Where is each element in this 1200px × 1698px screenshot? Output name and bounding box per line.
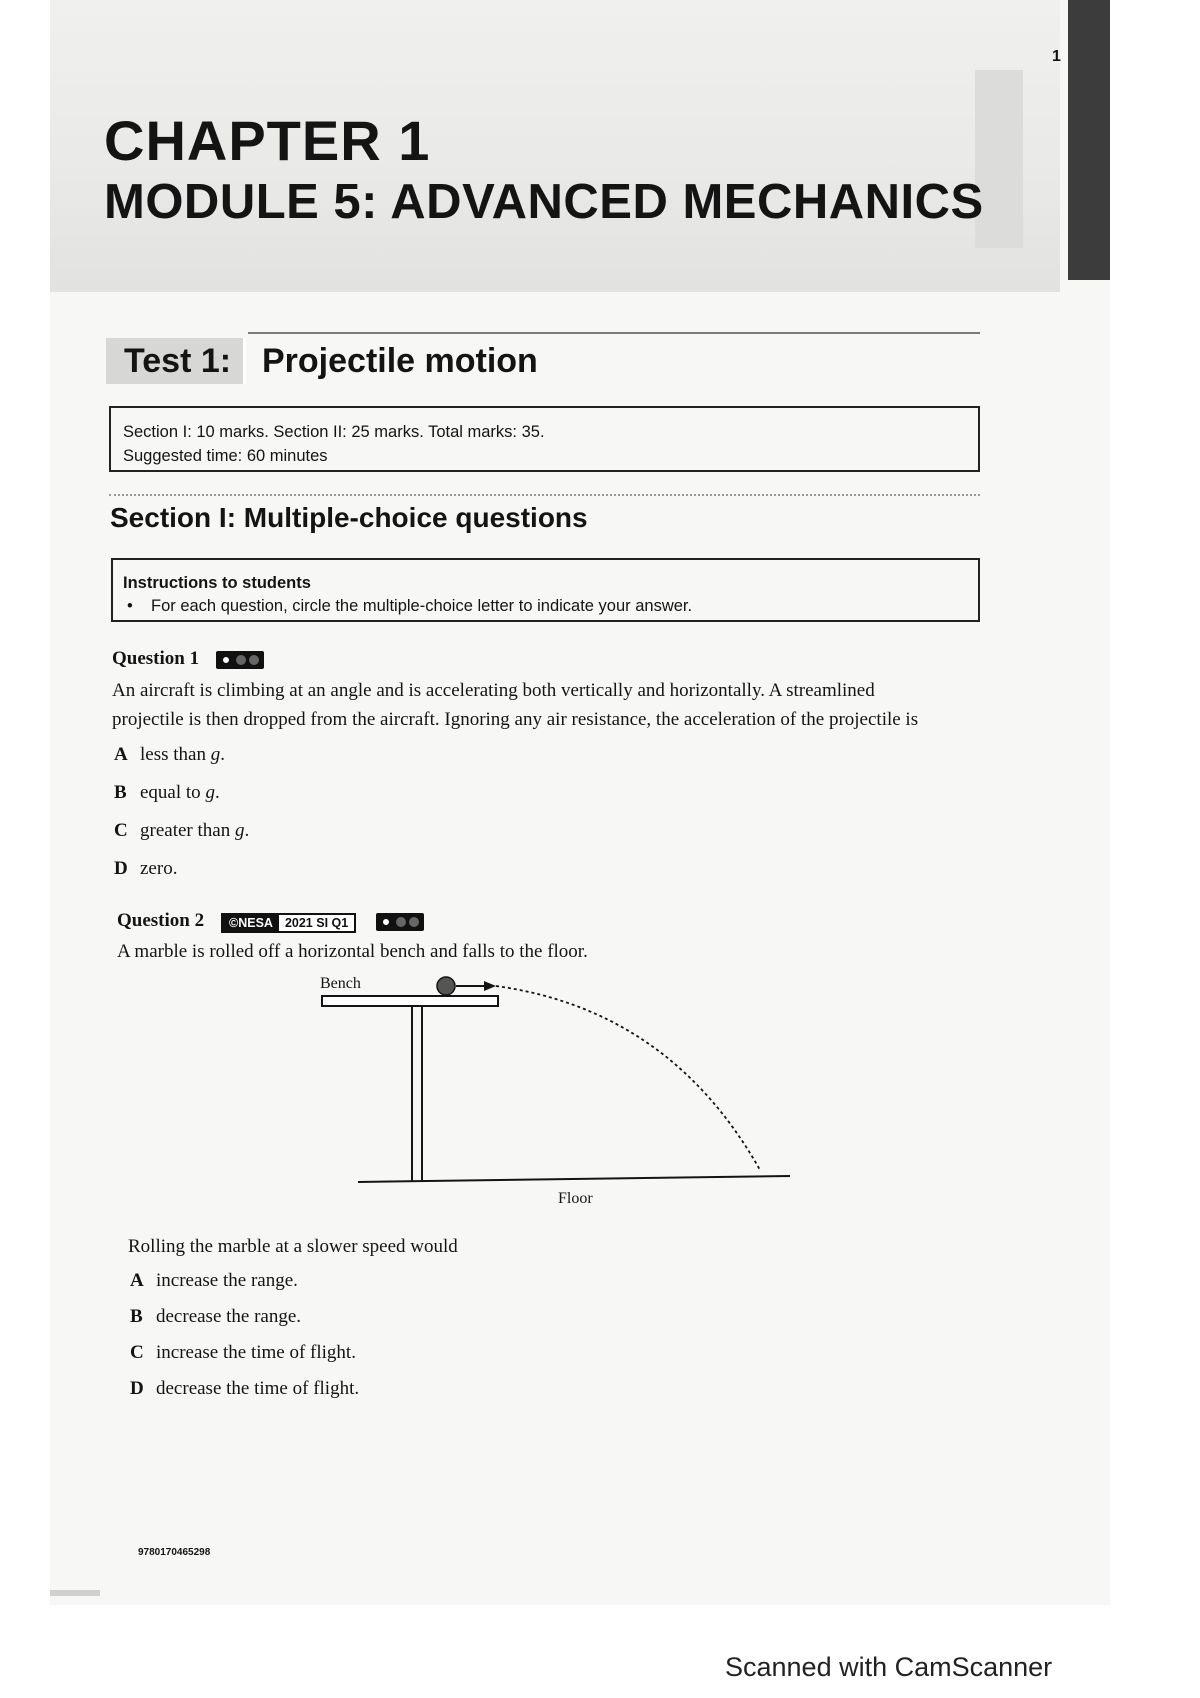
q2-option-c[interactable]: C increase the time of flight. <box>130 1342 356 1363</box>
suggested-time: Suggested time: 60 minutes <box>123 447 328 465</box>
nesa-reference: 2021 SI Q1 <box>279 915 354 931</box>
question-2-label: Question 2 <box>117 910 205 931</box>
page-number: 1 <box>1052 48 1061 65</box>
instruction-item <box>123 595 968 618</box>
bench-projectile-diagram <box>320 970 820 1220</box>
q2-option-a[interactable]: A increase the range. <box>130 1270 298 1291</box>
q1-option-d[interactable]: D zero. <box>114 858 178 879</box>
test-number: Test 1: <box>124 342 232 380</box>
marks-info-box <box>109 406 980 472</box>
difficulty-dot-filled <box>381 917 391 927</box>
question-1-label: Question 1 <box>112 648 200 669</box>
test-heading-rule <box>248 332 980 334</box>
difficulty-meter-icon <box>376 913 424 931</box>
question-1-text-line: An aircraft is climbing at an angle and is accelerating both vertically and horizontally. A streamlined <box>112 680 875 701</box>
nesa-badge: ©NESA <box>223 915 279 931</box>
q1-option-b[interactable]: B equal to g. <box>114 782 220 803</box>
bench-top <box>322 996 498 1006</box>
question-1-text-line: projectile is then dropped from the aircraft. Ignoring any air resistance, the acceleration of the projectile is <box>112 709 919 730</box>
page-edge-shadow <box>50 1590 100 1596</box>
question-2-prompt: Rolling the marble at a slower speed would <box>128 1236 458 1257</box>
chapter-edge-tab <box>1068 0 1110 280</box>
question-1-text <box>112 676 992 734</box>
section-divider <box>109 494 980 496</box>
q1-option-c[interactable]: C greater than g. <box>114 820 250 841</box>
instruction-text: For each question, circle the multiple-choice letter to indicate your answer. <box>151 597 693 615</box>
floor-label: Floor <box>558 1190 593 1207</box>
instructions-box <box>111 558 980 622</box>
q2-option-d[interactable]: D decrease the time of flight. <box>130 1378 360 1399</box>
isbn-number: 9780170465298 <box>138 1547 211 1558</box>
bullet-icon: • <box>127 597 133 615</box>
difficulty-dot-filled <box>221 655 231 665</box>
chapter-title: CHAPTER 1 <box>104 109 431 172</box>
marks-line: Section I: 10 marks. Section II: 25 marks. Total marks: 35. <box>123 423 545 441</box>
test-name: Projectile motion <box>262 342 538 380</box>
difficulty-dot-empty <box>409 917 419 927</box>
velocity-arrow-head <box>484 981 496 991</box>
difficulty-dot-empty <box>396 917 406 927</box>
difficulty-meter-icon <box>216 651 264 669</box>
difficulty-dot-empty <box>236 655 246 665</box>
q1-option-a[interactable]: A less than g. <box>114 744 225 765</box>
bench-label: Bench <box>320 975 361 992</box>
instructions-heading: Instructions to students <box>123 574 311 592</box>
question-2-text: A marble is rolled off a horizontal bench and falls to the floor. <box>117 941 588 962</box>
scanner-watermark: Scanned with CamScanner <box>725 1652 1053 1682</box>
marble <box>437 977 455 995</box>
difficulty-dot-empty <box>249 655 259 665</box>
trajectory-path <box>496 986 760 1170</box>
module-title: MODULE 5: ADVANCED MECHANICS <box>104 175 984 229</box>
q2-option-b[interactable]: B decrease the range. <box>130 1306 302 1327</box>
nesa-source-tag <box>221 913 356 933</box>
section-heading: Section I: Multiple-choice questions <box>110 502 588 533</box>
